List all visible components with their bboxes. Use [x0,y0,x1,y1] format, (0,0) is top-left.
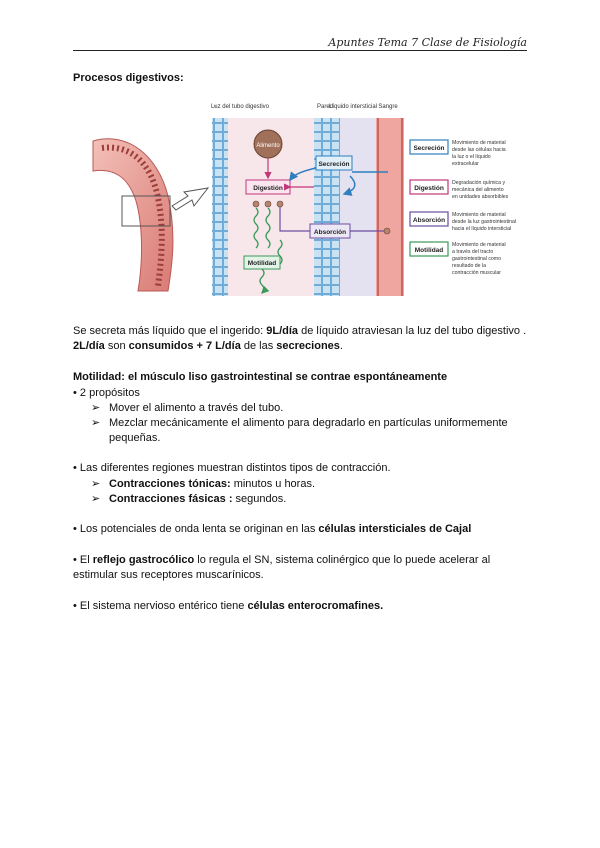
motility-item-text: Mover el alimento a través del tubo. [109,402,284,414]
legend-desc-line: en unidades absorbibles [452,194,509,200]
phasic-text: segundos. [232,493,287,505]
motility-label: Motilidad [247,260,277,267]
arrow-bullet-icon: ➢ [91,478,101,490]
legend-label-2: Absorción [412,217,446,224]
header-rule [73,50,527,51]
legend-desc-line: Degradación química y [452,180,506,186]
figure-svg [88,96,528,296]
legend-desc-line: Movimiento de material [452,140,506,146]
motility-heading: Motilidad: el músculo liso gastrointestinal se contrae espontáneamente [73,371,448,383]
arrow-bullet-icon: ➢ [91,402,101,414]
interstitial-area [340,118,376,296]
arrow-bullet-icon: ➢ [91,493,101,505]
header-title: Apuntes Tema 7 Clase de Fisiología [328,36,527,49]
zone-label-lumen: Luz del tubo digestivo [210,104,270,110]
legend-label-1: Digestión [414,185,444,192]
p1-text-4: de las [240,340,277,352]
reflex-text-3: estimular sus receptores muscarínicos. [73,569,264,581]
digestive-processes-figure [88,96,528,301]
purposes-line: • 2 propósitos [73,387,140,399]
p1-bold-consumed: consumidos + 7 L/día [128,340,241,352]
p1-text-2: de líquido atraviesan la luz del tubo digestivo . [298,325,527,337]
legend-desc-line: gastrointestinal como [452,256,502,262]
reflex-text: • El [73,554,93,566]
legend-desc-line: la luz o el líquido [452,154,491,160]
zone-label-interstitial: Líquido intersticial [328,104,378,110]
blood-vessel [376,118,404,296]
intestine-illustration [93,139,208,291]
phasic-item [91,492,531,507]
zone-label-blood: Sangre [378,104,398,110]
enteric-text: • El sistema nervioso entérico tiene [73,600,248,612]
paragraph-fluid [73,324,533,354]
p1-bold-secretions: secreciones [276,340,340,352]
legend-desc-line: desde la luz gastrointestinal [452,219,517,225]
tonic-item [91,477,531,492]
phasic-label: Contracciones fásicas : [109,493,233,505]
p1-text: Se secreta más líquido que el ingerido: [73,325,267,337]
legend-label-0: Secreción [413,145,445,152]
figure-legend [410,140,516,276]
legend-desc-line: desde las células hacia [452,147,506,153]
reflex-bold: reflejo gastrocólico [92,554,195,566]
legend-label-3: Motilidad [414,247,444,254]
enteric-line [73,599,533,614]
legend-desc-line: extracelular [452,161,479,167]
legend-desc-line: hacia el líquido intersticial [452,226,512,232]
epithelium-left [212,118,228,296]
section-title: Procesos digestivos: [73,72,184,84]
tonic-label: Contracciones tónicas: [109,478,231,490]
cajal-bold: células intersticiales de Cajal [318,523,472,535]
p1-text-3: son [104,340,129,352]
enteric-bold: células enterocromafines. [247,600,384,612]
motility-item-2-cont: pequeñas. [109,432,161,444]
tonic-text: minutos u horas. [230,478,316,490]
motility-item-text: Mezclar mecánicamente el alimento para degradarlo en partículas uniformemente [109,417,508,429]
reflex-text-2: lo regula el SN, sistema colinérgico que lo puede acelerar al [194,554,491,566]
arrow-bullet-icon: ➢ [91,417,101,429]
legend-desc-line: a través del tracto [452,249,494,255]
legend-desc-line: mecánica del alimento [452,187,504,193]
cajal-text: • Los potenciales de onda lenta se originan en las [73,523,319,535]
motility-item-1 [91,401,531,416]
reflex-paragraph [73,553,533,583]
contractions-intro: • Las diferentes regiones muestran distintos tipos de contracción. [73,462,391,474]
motility-item-2 [91,416,531,431]
p1-bold-2l: 2L/día [73,340,105,352]
food-label: Alimento [256,143,280,149]
zone-label-wall: Pared [316,104,334,110]
secretion-label: Secreción [318,161,350,168]
legend-desc-line: resultado de la [452,263,487,269]
cajal-line [73,522,533,537]
digestion-label: Digestión [253,185,283,192]
legend-desc-line: contracción muscular [452,270,502,276]
wall-cells [314,118,340,296]
absorption-label: Absorción [313,229,347,236]
p1-text-5: . [339,340,343,352]
legend-desc-line: Movimiento de material [452,242,506,248]
legend-desc-line: Movimiento de material [452,212,506,218]
zone-labels [211,104,398,110]
p1-bold-9l: 9L/día [266,325,299,337]
